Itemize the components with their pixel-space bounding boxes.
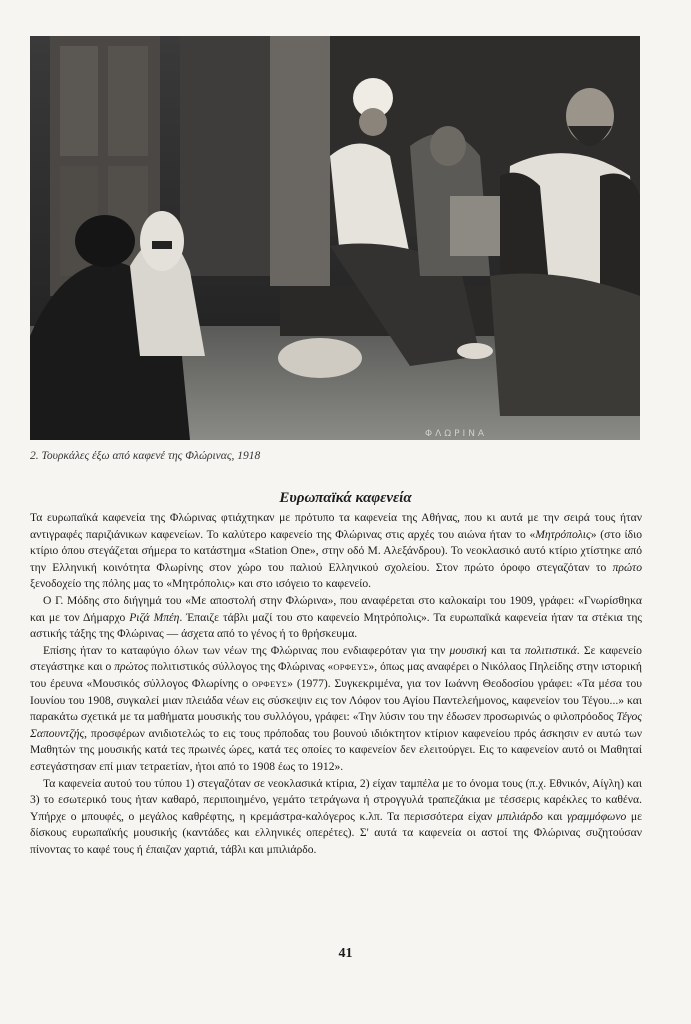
text-run: », όπως μας αναφέρει ο Νικόλαος Πηλείδης στην ιστορική του έρευνα «Μουσικός σύλλογος Φλωρίνης ο	[30, 660, 642, 690]
photo-inscription: ΦΛΩΡΙΝΑ	[425, 429, 488, 439]
text-run: , προσφέρων ανιδιοτελώς το εις τους πρόποδας του βουνού ιδιόκτητον κτίριον καφενείου πρός άσκησιν εν αυτώ των Μαθητών της μουσικής κατά τες πρωινές ώρες, κατά τες οποίες το καφενείον δεν ελειτούργει. Εις το καφενείον αυτό οι Μαθηταί εστεγάστησαν επί μιαν τετραετίαν, ήτοι από το 1908 έως το 1912».	[30, 726, 642, 773]
text-run: ξενοδοχείο της πόλης μας το «Μητρόπολις» και στο ισόγειο το καφενείο.	[30, 577, 372, 591]
section-title: Ευρωπαϊκά καφενεία	[279, 490, 412, 506]
text-run: πολιτιστικός σύλλογος της Φλώρινας «	[148, 660, 334, 674]
text-run: Ο Γ. Μόδης στο διήγημά του «Με αποστολή στην Φλώρινα», που αναφέρεται στο καλοκαίρι του 1909, γράφει: «Γνωρίσθηκα και με τον Δήμαρχο	[30, 593, 642, 624]
emphasis: Ριζά Μπέη	[129, 610, 180, 624]
bundle	[278, 338, 362, 378]
text-run: με δίσκους ευρωπαϊκής μουσικής (καντάδες και ελληνικές οπερέτες). Σ' αυτά τα καφενεία οι αστοί της Φλώρινας συζητούσαν πίνοντας το καφέ τους ή έπαιζαν χαρτιά, τάβλι και μπιλιάρδο.	[30, 809, 643, 856]
paragraph	[30, 643, 642, 776]
text-run: » (1977). Συγκεκριμένα, για τον Ιωάννη Θεοδοσίου γράφει: «Τα μέσα του Ιουνίου του 1908, συγκαλεί μιαν πλειάδα νέων εις σύσκεψιν εις τον Λόφον του Αγίου Παντελεήμονος, καφενείον του Τέγου...» και παρακάτω σχετικά με τα μαθήματα μουσικής του συλλόγου, γράφει: «Την λύσιν του την έδωσεν προσωρινώς ο φιλοπρόοδος	[30, 676, 642, 724]
text-run: Τα καφενεία αυτού του τύπου 1) στεγαζόταν σε νεοκλασικά κτίρια, 2) είχαν ταμπέλα με το όνομα τους (π.χ. Εθνικόν, Αίγλη) και 3) το εσωτερικό τους ήταν καθαρό, περιποιημένο, γεμάτο τετράγωνα ή στρογγυλά τραπεζάκια με τέσσερις καρέκλες το καθένα. Υπήρχε ο μπουφές, ο μεγάλος καθρέφτης, η κρεμάστρα-καλόγερος κ.λπ. Τα περισσότερα είχαν	[30, 776, 642, 823]
text-run: και τα	[486, 643, 525, 657]
paragraph	[30, 593, 642, 643]
emphasis: πολιτιστικά	[524, 643, 577, 657]
text-run: . Έπαιζε τάβλι μαζί του στο καφενείο Μητρόπολις». Τα ευρωπαϊκά καφενεία ήταν τα στέκια της αστικής τάξης της Φλώρινας — άσχετα από το γένος ή το θρήσκευμα.	[30, 610, 642, 641]
emphasis: πρώτο	[612, 560, 642, 574]
emphasis: πρώτος	[114, 660, 149, 674]
page-number: 41	[338, 946, 353, 961]
text-run: Επίσης ήταν το καταφύγιο όλων των νέων της Φλώρινας που ενδιαφερόταν για την	[43, 643, 450, 657]
body-text	[30, 510, 642, 858]
text-run: » (στο ίδιο κτίριο όπου στεγάζεται σήμερα το κατάστημα «Station One», στην οδό Μ. Αλεξάνδρου). Το νεοκλασικό αυτό κτίριο χτίστηκε από την Ελληνική κοινότητα Φλωρίνης στον χώρο του παλιού Ελληνικού σχολείου. Στον πρώτο όροφο στεγαζόταν το	[30, 527, 642, 574]
emphasis: μπιλιάρδο	[496, 809, 543, 823]
wall-pillar	[270, 36, 330, 286]
small-caps-name: ΟΡΦΕΥΣ	[251, 678, 288, 689]
photo-scene	[30, 36, 640, 440]
emphasis: μουσική	[449, 643, 487, 657]
photograph	[30, 36, 640, 440]
emphasis: γραμμόφωνο	[567, 809, 627, 823]
small-caps-name: ΟΡΦΕΥΣ	[333, 662, 369, 673]
emphasis: Μητρόπολις	[535, 527, 591, 541]
text-run: και	[542, 809, 568, 823]
photo-caption: 2. Τουρκάλες έξω από καφενέ της Φλώρινας, 1918	[30, 450, 261, 462]
text-run: Τα ευρωπαϊκά καφενεία της Φλώρινας φτιάχτηκαν με πρότυπο τα καφενεία της Αθήνας, που κι αυτά με την σειρά τους ήταν αντιγραφές παριζιάνικων καφενείων. Το καλύτερο καφενείο της Φλώρινας στις αρχές του αιώνα ήταν το «	[30, 511, 642, 541]
text-run: . Σε καφενείο στεγάστηκε και ο	[30, 643, 642, 674]
paragraph	[30, 776, 642, 859]
paragraph	[30, 510, 642, 593]
emphasis: Τέγος Σαπουντζής	[30, 710, 642, 740]
